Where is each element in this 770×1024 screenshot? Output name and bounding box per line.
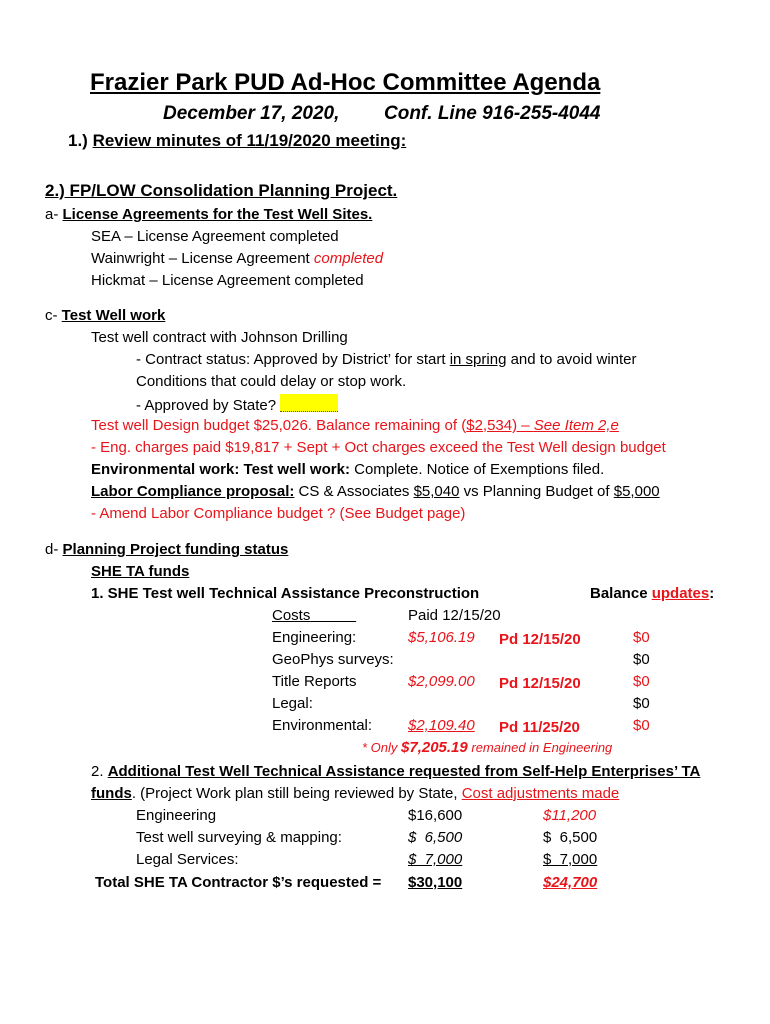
cost-row-environmental-amount: $2,109.40 xyxy=(408,717,475,734)
section-2-cost-adjustments: Cost adjustments made xyxy=(461,785,620,802)
cost-row-title-note: Pd 12/15/20 xyxy=(499,675,581,692)
contract-status xyxy=(136,350,637,370)
contract-status-post: and to avoid winter xyxy=(506,351,637,368)
balance-updates-label: updates xyxy=(651,585,710,602)
section-2-review-note: . (Project Work plan still being reviewed by State, xyxy=(131,785,462,802)
environmental-work xyxy=(91,460,604,480)
ta-row-engineering-adjusted: $11,200 xyxy=(543,807,597,824)
design-budget xyxy=(91,416,619,436)
ta-row-legal-adjusted: $ 7,000 xyxy=(543,851,598,868)
design-budget-pre: Test well Design budget $25,026. Balance remaining of ( xyxy=(91,417,467,434)
section-2-line-2 xyxy=(91,784,619,804)
amend-labor-compliance: - Amend Labor Compliance budget ? (See Budget page) xyxy=(91,505,466,522)
approved-by-state-text: - Approved by State? xyxy=(136,397,277,414)
she-ta-funds: SHE TA funds xyxy=(91,563,190,580)
cost-row-legal-label: Legal: xyxy=(272,695,313,712)
highlight-mark xyxy=(280,394,338,412)
cost-row-title-label: Title Reports xyxy=(272,673,357,690)
costs-header xyxy=(272,606,364,626)
section-2-funds: funds xyxy=(91,785,132,802)
environmental-text: Complete. Notice of Exemptions filed. xyxy=(349,461,605,478)
item-1-number: 1.) xyxy=(68,131,93,150)
contract-status-pre: - Contract status: Approved by District’ for start xyxy=(136,351,450,368)
section-a-heading xyxy=(45,205,372,225)
cost-row-title-amount: $2,099.00 xyxy=(408,673,475,690)
paid-header: Paid 12/15/20 xyxy=(408,607,501,624)
ta-row-engineering-label: Engineering xyxy=(136,807,217,824)
costs-header-text: Costs xyxy=(272,607,311,624)
contract-status-spring: in spring xyxy=(449,351,507,368)
cost-row-engineering-label: Engineering: xyxy=(272,629,357,646)
design-budget-see-item: See Item 2,e xyxy=(533,417,619,434)
section-c-prefix: c- xyxy=(45,307,62,324)
ta-row-surveying-label: Test well surveying & mapping: xyxy=(136,829,342,846)
ta-total-requested: $30,100 xyxy=(408,874,463,891)
section-2-number: 2. xyxy=(91,763,108,780)
ta-total-label: Total SHE TA Contractor $’s requested = xyxy=(95,874,382,891)
section-c-heading xyxy=(45,306,165,326)
cost-row-legal-balance: $0 xyxy=(633,695,650,712)
sea-license-status: SEA – License Agreement completed xyxy=(91,228,339,245)
labor-compliance-mid: vs Planning Budget of xyxy=(459,483,614,500)
meeting-date: December 17, 2020, xyxy=(163,103,340,124)
wainwright-label: Wainwright – License Agreement xyxy=(91,250,314,267)
balance-updates-header xyxy=(590,584,714,604)
contract-status-line-2: Conditions that could delay or stop work. xyxy=(136,373,407,390)
balance-label: Balance xyxy=(590,585,652,602)
approved-by-state xyxy=(136,394,338,416)
labor-compliance-pre: CS & Associates xyxy=(294,483,414,500)
cost-row-environmental-note: Pd 11/25/20 xyxy=(499,719,580,736)
test-well-contract: Test well contract with Johnson Drilling xyxy=(91,329,348,346)
conference-line: Conf. Line 916-255-4044 xyxy=(384,103,601,124)
cost-row-engineering-amount: $5,106.19 xyxy=(408,629,475,646)
wainwright-completed: completed xyxy=(313,250,384,267)
environmental-label: Environmental work: Test well work: xyxy=(91,461,350,478)
section-a-title: License Agreements for the Test Well Sites. xyxy=(62,206,373,223)
section-d-prefix: d- xyxy=(45,541,63,558)
section-d-heading xyxy=(45,540,288,560)
cost-row-engineering-note: Pd 12/15/20 xyxy=(499,631,581,648)
item-2-heading: 2.) FP/LOW Consolidation Planning Project. xyxy=(45,181,398,200)
section-2-line-1 xyxy=(91,762,700,782)
ta-row-legal-requested: $ 7,000 xyxy=(408,851,463,868)
cost-row-title-balance: $0 xyxy=(633,673,650,690)
item-1-review-minutes xyxy=(68,130,406,152)
labor-compliance-amount-2: $5,000 xyxy=(613,483,660,500)
cost-row-environmental-label: Environmental: xyxy=(272,717,373,734)
section-1-title: 1. SHE Test well Technical Assistance Preconstruction xyxy=(91,585,480,602)
balance-colon: : xyxy=(709,585,715,602)
ta-row-engineering-requested: $16,600 xyxy=(408,807,463,824)
section-a-prefix: a- xyxy=(45,206,63,223)
section-c-title: Test Well work xyxy=(61,307,166,324)
ta-row-surveying-requested: $ 6,500 xyxy=(408,829,463,846)
design-budget-balance: $2,534) – xyxy=(466,417,534,434)
ta-total-adjusted: $24,700 xyxy=(543,874,598,891)
page-title: Frazier Park PUD Ad-Hoc Committee Agenda xyxy=(90,69,601,96)
cost-row-engineering-balance: $0 xyxy=(633,629,650,646)
hickmat-license-status: Hickmat – License Agreement completed xyxy=(91,272,364,289)
remaining-amount: $7,205.19 xyxy=(401,739,468,756)
ta-row-surveying-adjusted: $ 6,500 xyxy=(543,829,598,846)
cost-row-environmental-balance: $0 xyxy=(633,717,650,734)
remaining-pre: * Only xyxy=(362,740,402,755)
labor-compliance-amount-1: $5,040 xyxy=(413,483,460,500)
labor-compliance-label: Labor Compliance proposal: xyxy=(91,483,295,500)
remaining-engineering-note xyxy=(362,738,612,758)
section-d-title: Planning Project funding status xyxy=(62,541,289,558)
eng-charges-note: - Eng. charges paid $19,817 + Sept + Oct charges exceed the Test Well design budget xyxy=(91,439,666,456)
remaining-post: remained in Engineering xyxy=(467,740,613,755)
item-1-text: Review minutes of 11/19/2020 meeting: xyxy=(92,131,407,150)
labor-compliance xyxy=(91,482,660,502)
section-2-title: Additional Test Well Technical Assistance requested from Self-Help Enterprises’ TA xyxy=(107,763,701,780)
wainwright-license-status xyxy=(91,249,383,269)
ta-row-legal-label: Legal Services: xyxy=(136,851,239,868)
cost-row-geophys-balance: $0 xyxy=(633,651,650,668)
cost-row-geophys-label: GeoPhys surveys: xyxy=(272,651,394,668)
